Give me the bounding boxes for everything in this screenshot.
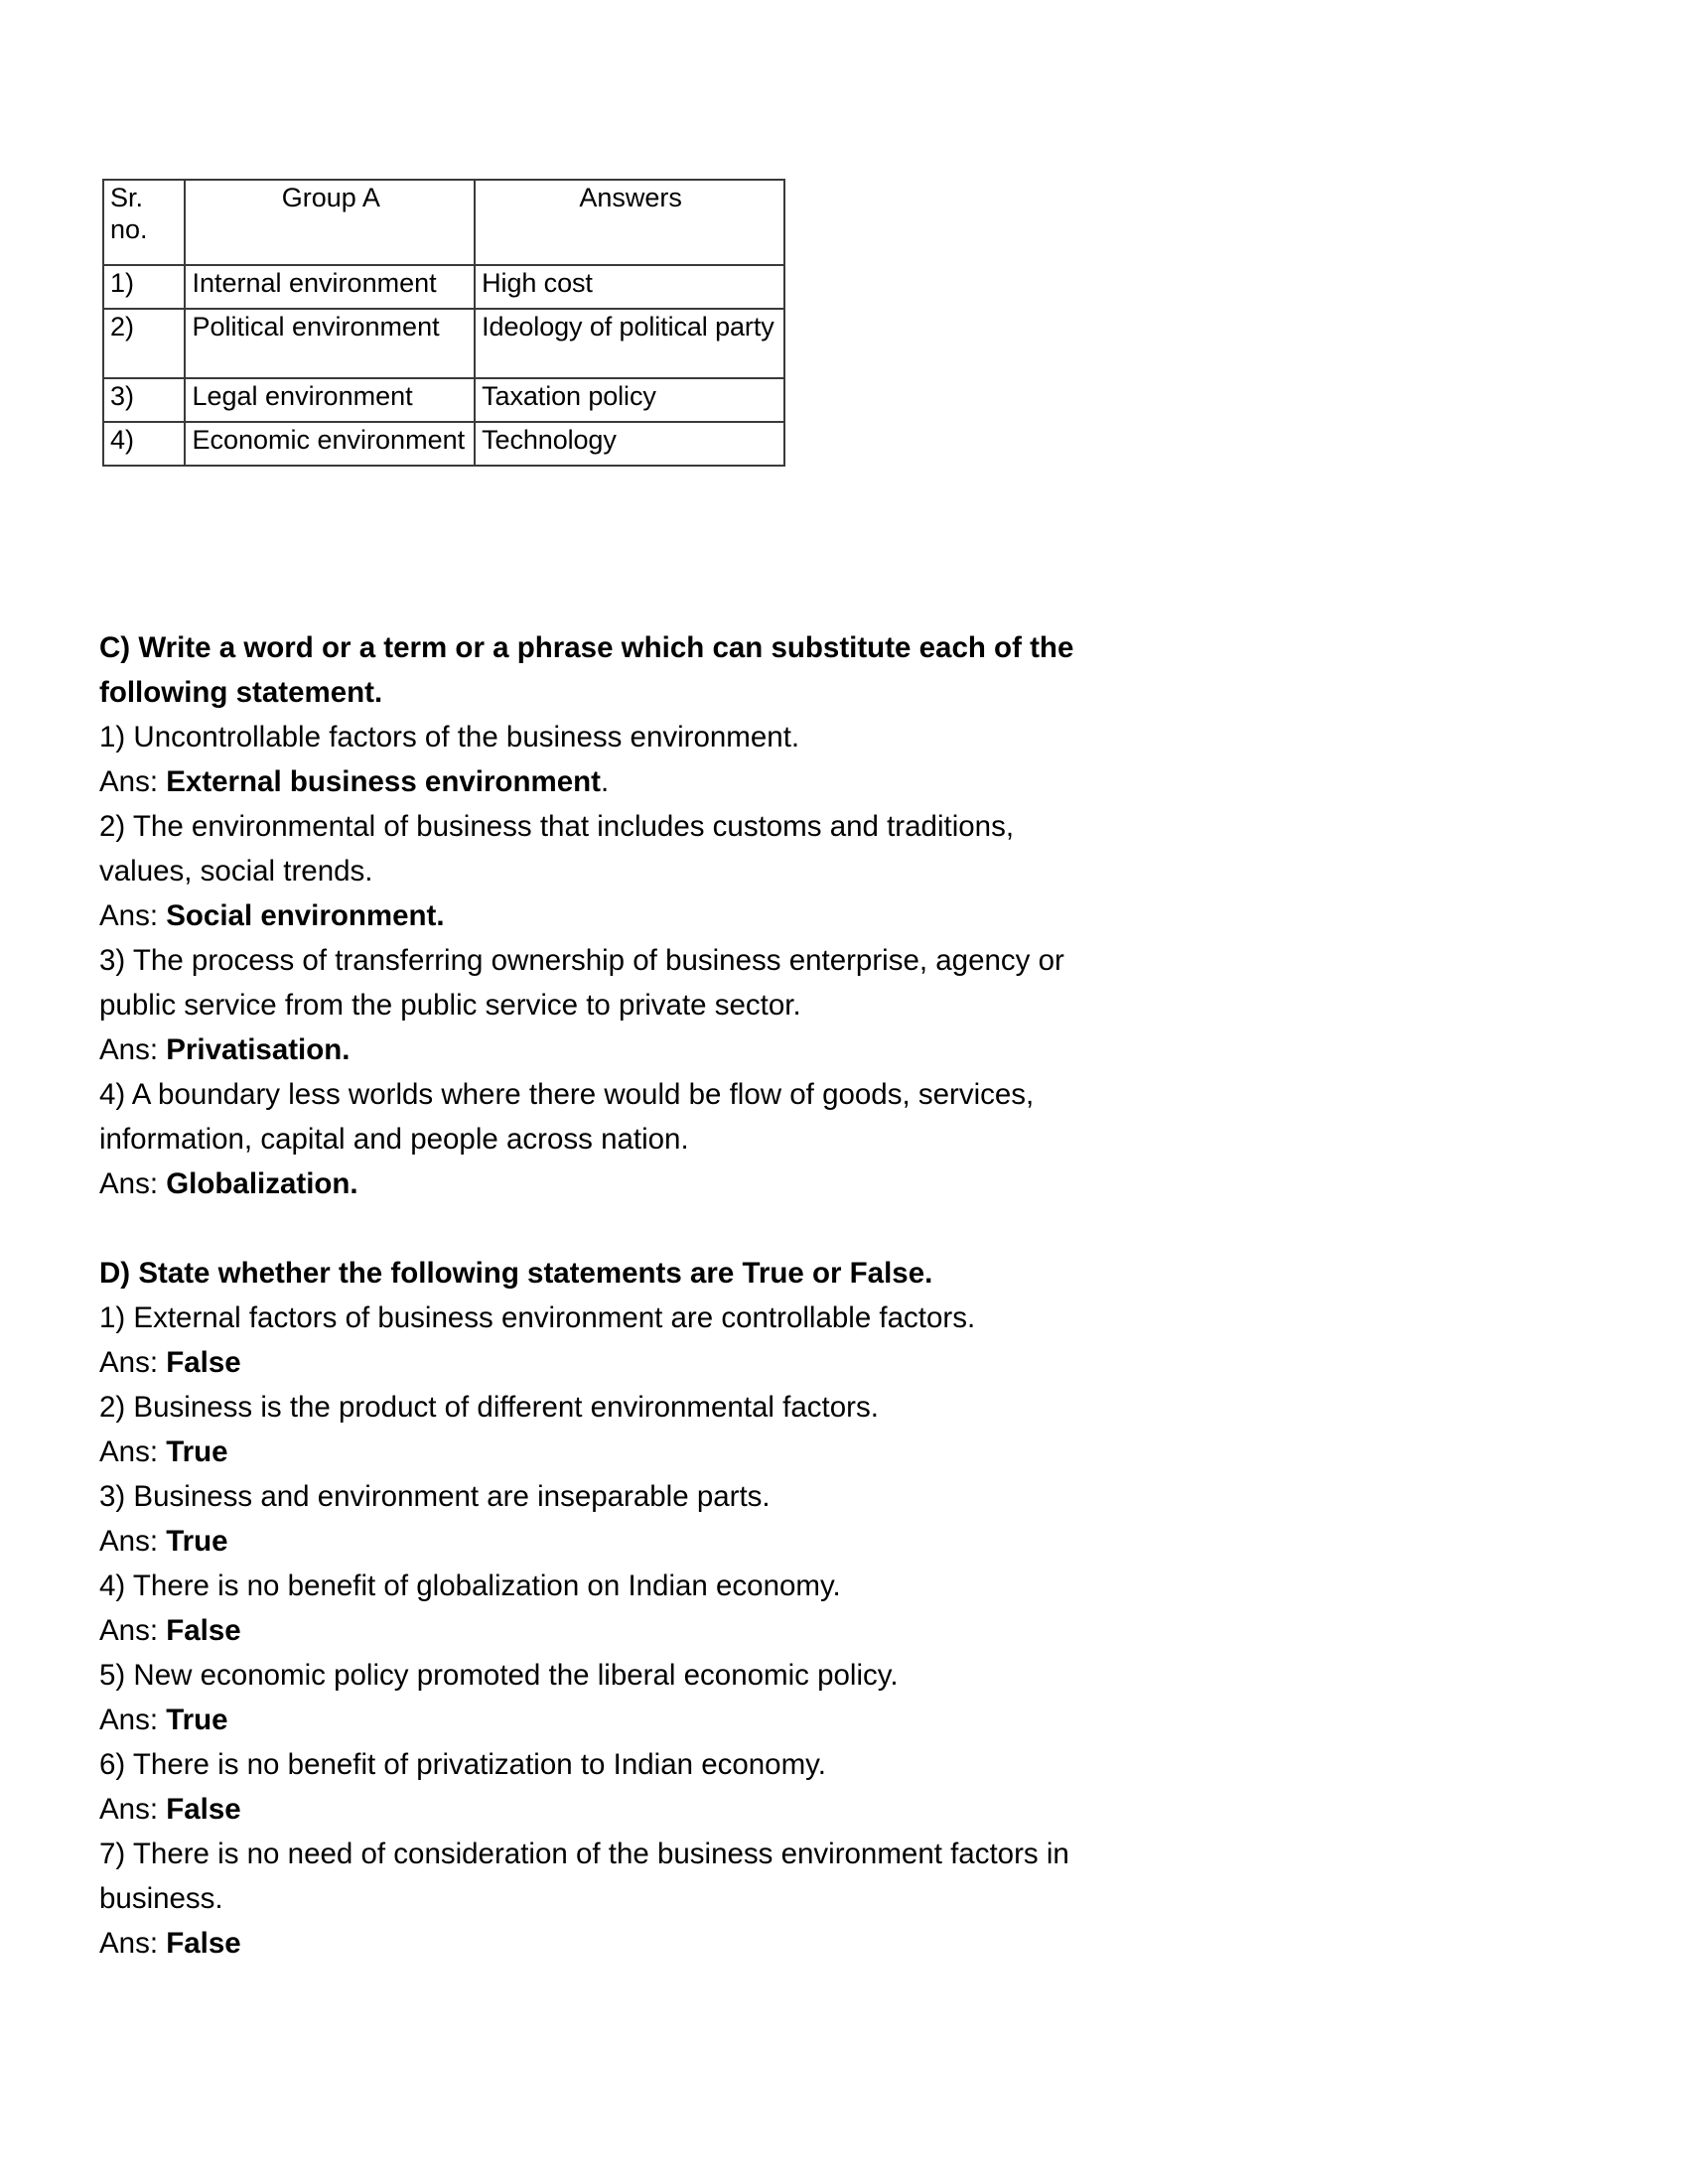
section-d-answer-7: [99, 1921, 1092, 1966]
answer-value: Privatisation.: [166, 1033, 351, 1066]
answer-label: Ans:: [99, 765, 159, 798]
document-body: [99, 625, 1092, 1966]
section-d-answer-1: [99, 1340, 1092, 1385]
section-spacer: [99, 1206, 1092, 1251]
answer-label: Ans:: [99, 1793, 159, 1826]
section-d-question-1: 1) External factors of business environment are controllable factors.: [99, 1301, 976, 1334]
answer-value: True: [166, 1704, 228, 1736]
section-c-answer-3: [99, 1027, 1092, 1072]
section-d-answer-4: [99, 1608, 1092, 1653]
section-d-answer-2: [99, 1430, 1092, 1474]
section-d-question-5: 5) New economic policy promoted the liberal economic policy.: [99, 1659, 899, 1692]
table-header-group-a: Group A: [185, 180, 475, 265]
section-d-answer-6: [99, 1787, 1092, 1832]
table-cell-sr: 2): [103, 309, 185, 378]
answer-label: Ans:: [99, 1346, 159, 1379]
section-c-answer-1: [99, 759, 1092, 804]
section-c-question-4: 4) A boundary less worlds where there would be flow of goods, services, information, capital and people across nation.: [99, 1078, 1035, 1156]
table-cell-sr: 1): [103, 265, 185, 309]
section-c-heading: C) Write a word or a term or a phrase which can substitute each of the following statement.: [99, 631, 1074, 709]
answer-value: False: [166, 1614, 241, 1647]
answer-tail: .: [600, 765, 610, 798]
table-header-row: [103, 180, 784, 265]
section-d-answer-5: [99, 1698, 1092, 1742]
table-cell-answer: Taxation policy: [475, 378, 784, 422]
answer-value: Social environment.: [166, 899, 445, 932]
answer-value: False: [166, 1793, 241, 1826]
section-d-question-4: 4) There is no benefit of globalization on Indian economy.: [99, 1570, 841, 1602]
table-header-sr-no: Sr. no.: [103, 180, 185, 265]
answer-value: Globalization.: [166, 1167, 358, 1200]
answer-value: External business environment: [166, 765, 601, 798]
answer-label: Ans:: [99, 1614, 159, 1647]
table-cell-group-a: Political environment: [185, 309, 475, 378]
answer-label: Ans:: [99, 1927, 159, 1960]
section-d-answer-3: [99, 1519, 1092, 1564]
table-row: [103, 378, 784, 422]
table-cell-group-a: Internal environment: [185, 265, 475, 309]
section-c-answer-2: [99, 893, 1092, 938]
table-cell-sr: 4): [103, 422, 185, 466]
answer-label: Ans:: [99, 1033, 159, 1066]
table-row: [103, 422, 784, 466]
table-cell-answer: Technology: [475, 422, 784, 466]
matching-table-container: [102, 179, 785, 467]
answer-label: Ans:: [99, 1167, 159, 1200]
answer-label: Ans:: [99, 1525, 159, 1558]
section-d-question-7: 7) There is no need of consideration of the business environment factors in business.: [99, 1838, 1069, 1915]
answer-value: False: [166, 1346, 241, 1379]
matching-table: [102, 179, 785, 467]
table-cell-sr: 3): [103, 378, 185, 422]
section-d-heading: D) State whether the following statements are True or False.: [99, 1257, 933, 1290]
section-c-answer-4: [99, 1161, 1092, 1206]
answer-label: Ans:: [99, 1435, 159, 1468]
section-c-question-1: 1) Uncontrollable factors of the business environment.: [99, 721, 800, 753]
answer-value: True: [166, 1525, 228, 1558]
section-c-question-2: 2) The environmental of business that includes customs and traditions, values, social trends.: [99, 810, 1015, 887]
table-row: [103, 265, 784, 309]
table-cell-answer: Ideology of political party: [475, 309, 784, 378]
section-d-question-2: 2) Business is the product of different environmental factors.: [99, 1391, 879, 1424]
answer-label: Ans:: [99, 899, 159, 932]
answer-value: False: [166, 1927, 241, 1960]
answer-value: True: [166, 1435, 228, 1468]
table-cell-group-a: Legal environment: [185, 378, 475, 422]
answer-label: Ans:: [99, 1704, 159, 1736]
section-d-question-3: 3) Business and environment are inseparable parts.: [99, 1480, 771, 1513]
table-cell-group-a: Economic environment: [185, 422, 475, 466]
table-row: [103, 309, 784, 378]
section-d-question-6: 6) There is no benefit of privatization to Indian economy.: [99, 1748, 826, 1781]
section-c-question-3: 3) The process of transferring ownership of business enterprise, agency or public service from the public service to private sector.: [99, 944, 1064, 1022]
table-header-answers: Answers: [475, 180, 784, 265]
table-cell-answer: High cost: [475, 265, 784, 309]
